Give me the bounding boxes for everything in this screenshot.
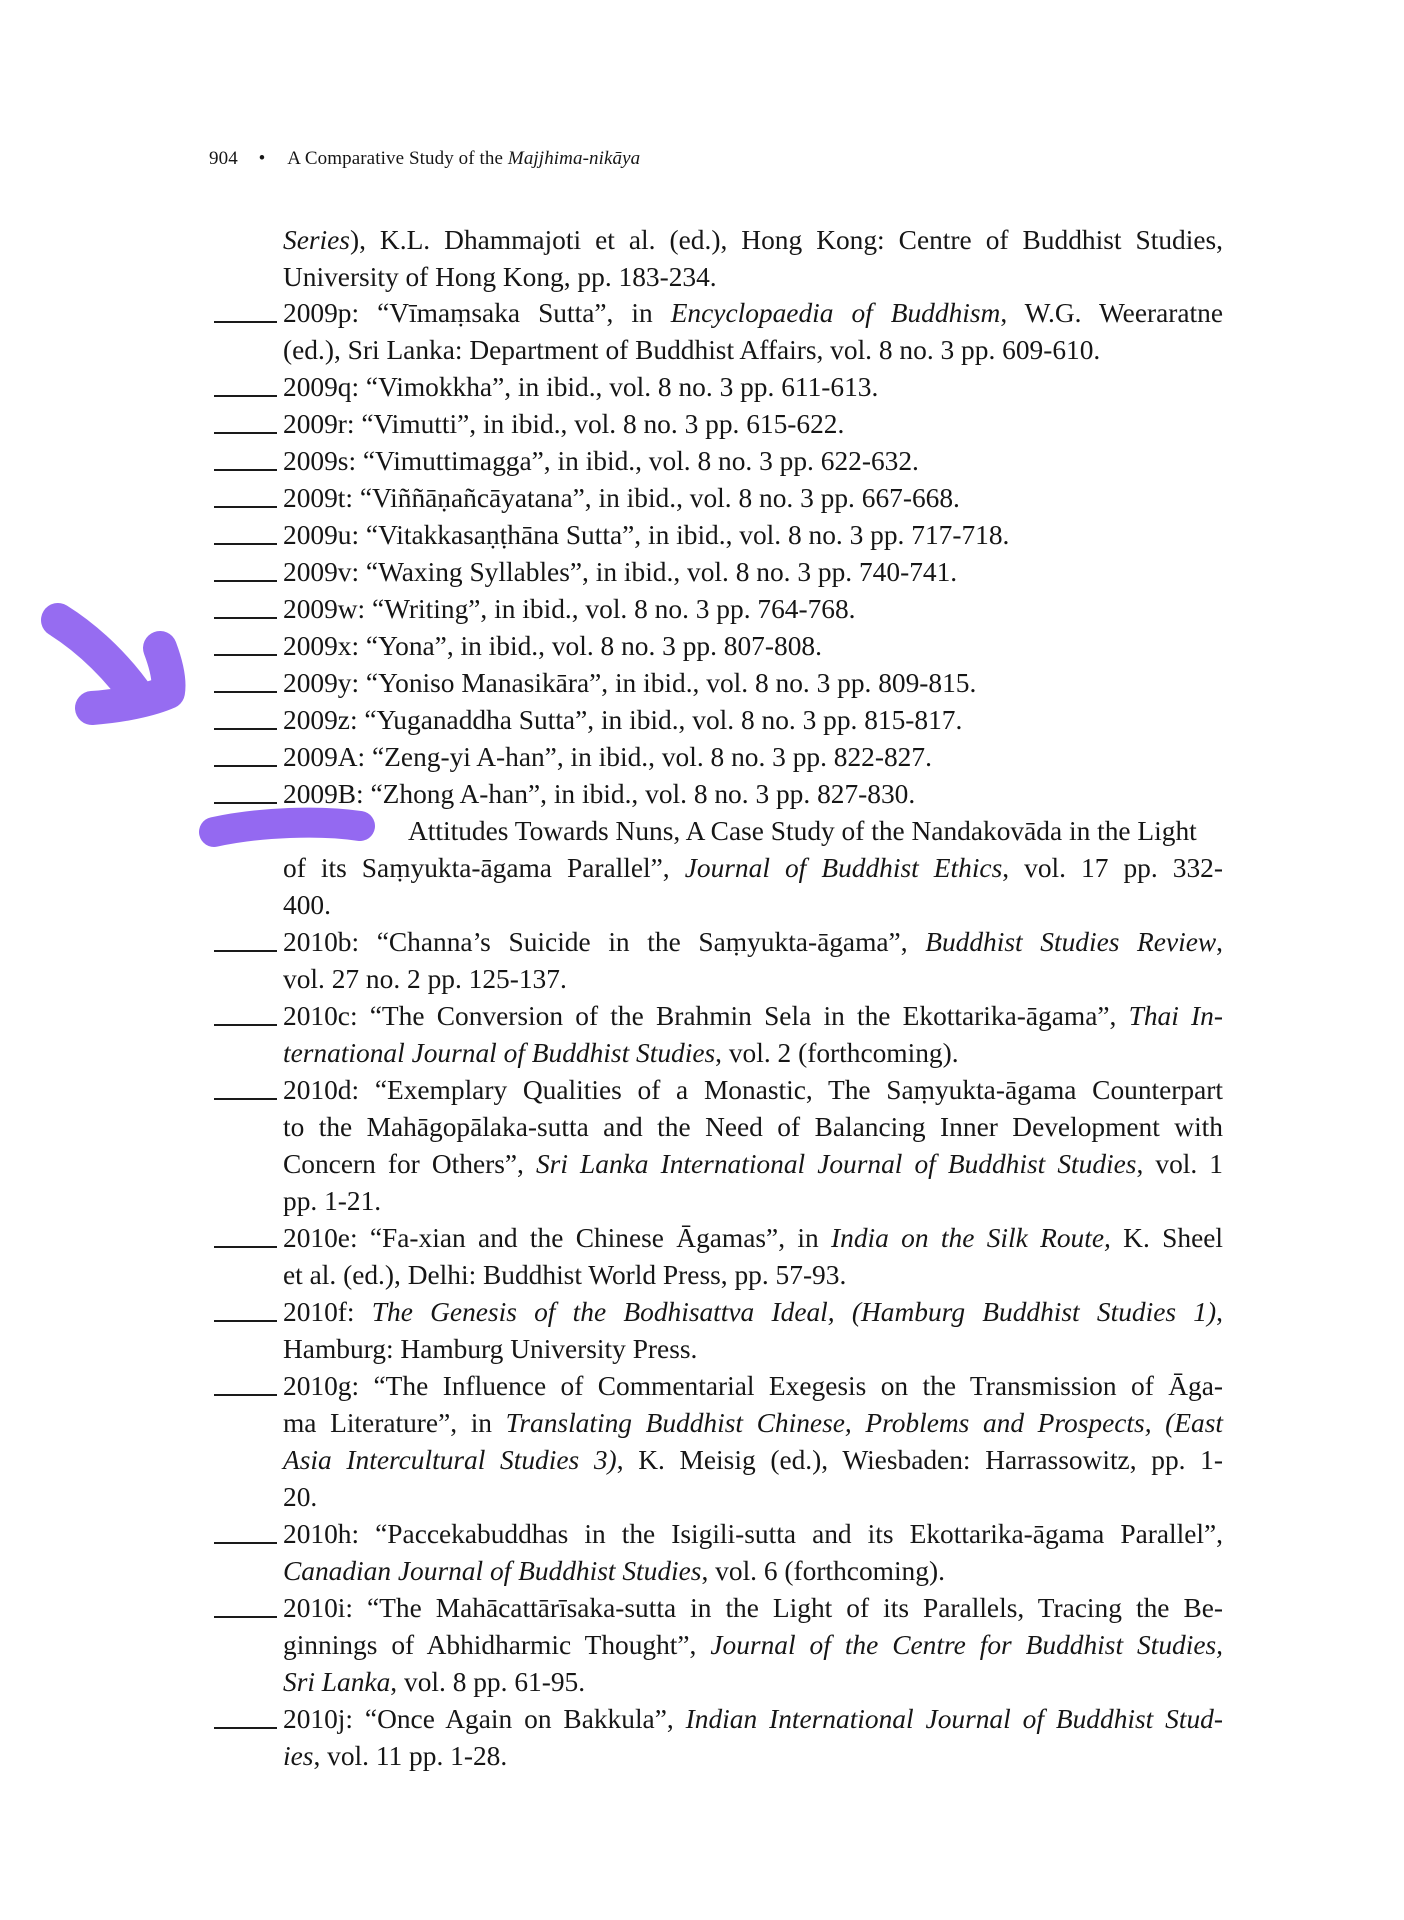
reference-line — [283, 1368, 1223, 1405]
reference-text: pp. 1-21. — [283, 1186, 382, 1216]
entry-dash — [214, 321, 277, 323]
reference-line — [283, 665, 1223, 702]
entry-dash — [214, 1246, 277, 1248]
reference-text: 2009u: “Vitakkasaṇṭhāna Sutta”, in ibid., vol. 8 no. 3 pp. 717-718. — [283, 520, 1010, 550]
reference-text: K. Sheel — [1110, 1223, 1223, 1253]
reference-line — [283, 1146, 1223, 1183]
reference-line — [283, 1220, 1223, 1257]
reference-text: 2010f: — [283, 1297, 372, 1327]
reference-line — [283, 1479, 1223, 1516]
reference-text: of its Saṃyukta-āgama Parallel”, — [283, 853, 685, 883]
reference-line — [283, 1035, 1223, 1072]
reference-line — [283, 406, 1223, 443]
reference-text: , vol. 11 pp. 1-28. — [313, 1741, 508, 1771]
italic-title: Series — [283, 225, 350, 255]
page-number: 904 — [209, 148, 238, 169]
reference-line — [283, 517, 1223, 554]
entry-dash — [214, 654, 277, 656]
reference-text: 2010i: “The Mahācattārīsaka-sutta in the Light of its Parallels, Tracing the Be- — [283, 1593, 1223, 1623]
reference-line — [283, 628, 1223, 665]
reference-line — [283, 1738, 1223, 1775]
entry-dash — [214, 1616, 277, 1618]
reference-text: , vol. 8 pp. 61-95. — [390, 1667, 586, 1697]
italic-title: Journal of the Centre for Buddhist Studies, — [710, 1630, 1223, 1660]
reference-line — [283, 961, 1223, 998]
reference-line — [283, 998, 1223, 1035]
reference-text: 2009r: “Vimutti”, in ibid., vol. 8 no. 3 pp. 615-622. — [283, 409, 845, 439]
reference-text: Hamburg: Hamburg University Press. — [283, 1334, 698, 1364]
reference-text: 2009B: “Zhong A-han”, in ibid., vol. 8 no. 3 pp. 827-830. — [283, 779, 916, 809]
reference-line — [283, 850, 1223, 887]
reference-text: Concern for Others”, — [283, 1149, 536, 1179]
reference-text: 2009t: “Viññāṇañcāyatana”, in ibid., vol. 8 no. 3 pp. 667-668. — [283, 483, 960, 513]
redaction-scribble — [214, 823, 360, 832]
reference-text: 2009q: “Vimokkha”, in ibid., vol. 8 no. 3 pp. 611-613. — [283, 372, 879, 402]
entry-dash — [214, 1394, 277, 1396]
reference-line — [283, 702, 1223, 739]
entry-dash — [214, 1542, 277, 1544]
italic-title: Sri Lanka International Journal of Buddhist Studies — [535, 1149, 1137, 1179]
italic-title: Sri Lanka — [283, 1667, 391, 1697]
reference-text: et al. (ed.), Delhi: Buddhist World Press, pp. 57-93. — [283, 1260, 847, 1290]
entry-dash — [214, 1098, 277, 1100]
reference-line — [283, 1331, 1223, 1368]
reference-line — [283, 1405, 1223, 1442]
reference-line — [283, 1516, 1223, 1553]
reference-text: 2009p: “Vīmaṃsaka Sutta”, in — [283, 298, 671, 328]
reference-line — [283, 924, 1223, 961]
reference-text: , vol. 2 (forthcoming). — [715, 1038, 959, 1068]
entry-dash — [214, 395, 277, 397]
reference-line — [283, 1109, 1223, 1146]
entry-dash — [214, 1320, 277, 1322]
reference-text: 2010h: “Paccekabuddhas in the Isigili-sutta and its Ekottarika-āgama Parallel”, — [283, 1519, 1223, 1549]
italic-title: Indian International Journal of Buddhist Stud- — [685, 1704, 1223, 1734]
reference-line — [408, 813, 1223, 850]
reference-text: 2009v: “Waxing Syllables”, in ibid., vol. 8 no. 3 pp. 740-741. — [283, 557, 958, 587]
reference-line — [283, 1664, 1223, 1701]
reference-text: 2010g: “The Influence of Commentarial Exegesis on the Transmission of Āga- — [283, 1371, 1223, 1401]
entry-dash — [214, 1024, 277, 1026]
reference-text: (ed.), Sri Lanka: Department of Buddhist Affairs, vol. 8 no. 3 pp. 609-610. — [283, 335, 1101, 365]
entry-dash — [214, 543, 277, 545]
entry-dash — [214, 728, 277, 730]
italic-title: Asia Intercultural Studies 3) — [283, 1445, 617, 1475]
entry-dash — [214, 469, 277, 471]
reference-text: , vol. 17 pp. 332- — [1002, 853, 1223, 883]
reference-line — [283, 332, 1223, 369]
reference-line — [283, 776, 1223, 813]
entry-dash — [214, 1727, 277, 1729]
reference-text: Attitudes Towards Nuns, A Case Study of the Nandakovāda in the Light — [408, 816, 1197, 846]
reference-text: 2009x: “Yona”, in ibid., vol. 8 no. 3 pp. 807-808. — [283, 631, 822, 661]
reference-line — [283, 739, 1223, 776]
reference-text: vol. 27 no. 2 pp. 125-137. — [283, 964, 567, 994]
header-title-italic: Majjhima-nikāya — [507, 148, 641, 169]
reference-text: ginnings of Abhidharmic Thought”, — [283, 1630, 711, 1660]
reference-line — [283, 1442, 1223, 1479]
reference-text: , vol. 6 (forthcoming). — [701, 1556, 945, 1586]
reference-line — [283, 1590, 1223, 1627]
reference-line — [283, 1627, 1223, 1664]
reference-line — [283, 887, 1223, 924]
reference-text: 2009y: “Yoniso Manasikāra”, in ibid., vol. 8 no. 3 pp. 809-815. — [283, 668, 977, 698]
reference-text: 2010j: “Once Again on Bakkula”, — [283, 1704, 686, 1734]
reference-line — [283, 1257, 1223, 1294]
reference-line — [283, 295, 1223, 332]
italic-title: ies — [283, 1741, 314, 1771]
entry-dash — [214, 506, 277, 508]
reference-text: , W.G. Weeraratne — [1000, 298, 1223, 328]
reference-text: to the Mahāgopālaka-sutta and the Need of Balancing Inner Development with — [283, 1112, 1223, 1142]
reference-line — [283, 222, 1223, 259]
reference-text: 2009w: “Writing”, in ibid., vol. 8 no. 3 pp. 764-768. — [283, 594, 856, 624]
italic-title: Journal of Buddhist Ethics — [684, 853, 1003, 883]
arrow-icon — [58, 620, 169, 708]
running-header — [209, 148, 640, 170]
reference-line — [283, 591, 1223, 628]
reference-text: 400. — [283, 890, 331, 920]
reference-text: 2010e: “Fa-xian and the Chinese Āgamas”, in — [283, 1223, 832, 1253]
reference-text: ma Literature”, in — [283, 1408, 506, 1438]
reference-line — [283, 1701, 1223, 1738]
entry-dash — [214, 691, 277, 693]
entry-dash — [214, 617, 277, 619]
reference-line — [283, 1072, 1223, 1109]
italic-title: ternational Journal of Buddhist Studies — [283, 1038, 716, 1068]
reference-text: 2009z: “Yuganaddha Sutta”, in ibid., vol. 8 no. 3 pp. 815-817. — [283, 705, 963, 735]
entry-dash — [214, 950, 277, 952]
reference-line — [283, 443, 1223, 480]
reference-text: University of Hong Kong, pp. 183-234. — [283, 262, 717, 292]
italic-title: Translating Buddhist Chinese, Problems and Prospects, (East — [505, 1408, 1223, 1438]
reference-line — [283, 1183, 1223, 1220]
reference-line — [283, 554, 1223, 591]
italic-title: India on the Silk Route, — [831, 1223, 1111, 1253]
header-title: A Comparative Study of the — [287, 148, 508, 169]
entry-dash — [214, 580, 277, 582]
reference-text: , — [1216, 927, 1223, 957]
reference-text: , vol. 1 — [1136, 1149, 1223, 1179]
reference-text: 2009s: “Vimuttimagga”, in ibid., vol. 8 no. 3 pp. 622-632. — [283, 446, 919, 476]
italic-title: Buddhist Studies Review — [925, 927, 1217, 957]
reference-line — [283, 259, 1223, 296]
italic-title: The Genesis of the Bodhisattva Ideal, (Hamburg Buddhist Studies 1) — [371, 1297, 1217, 1327]
entry-dash — [214, 765, 277, 767]
italic-title: Encyclopaedia of Buddhism — [670, 298, 1001, 328]
reference-text: 2010d: “Exemplary Qualities of a Monastic, The Saṃyukta-āgama Counterpart — [283, 1075, 1223, 1105]
reference-text: 2009A: “Zeng-yi A-han”, in ibid., vol. 8 no. 3 pp. 822-827. — [283, 742, 932, 772]
reference-text: , K. Meisig (ed.), Wiesbaden: Harrassowitz, pp. 1- — [616, 1445, 1224, 1475]
entry-dash — [214, 432, 277, 434]
reference-text: 2010c: “The Conversion of the Brahmin Sela in the Ekottarika-āgama”, — [283, 1001, 1129, 1031]
italic-title: Thai In- — [1128, 1001, 1223, 1031]
reference-text: ), K.L. Dhammajoti et al. (ed.), Hong Kong: Centre of Buddhist Studies, — [349, 225, 1223, 255]
reference-text: , — [1216, 1297, 1223, 1327]
header-bullet: • — [258, 148, 266, 169]
reference-text: 20. — [283, 1482, 318, 1512]
italic-title: Canadian Journal of Buddhist Studies — [283, 1556, 702, 1586]
reference-line — [283, 1553, 1223, 1590]
entry-dash — [214, 802, 277, 804]
reference-line — [283, 480, 1223, 517]
reference-line — [283, 1294, 1223, 1331]
reference-line — [283, 369, 1223, 406]
reference-text: 2010b: “Channa’s Suicide in the Saṃyukta-āgama”, — [283, 927, 926, 957]
